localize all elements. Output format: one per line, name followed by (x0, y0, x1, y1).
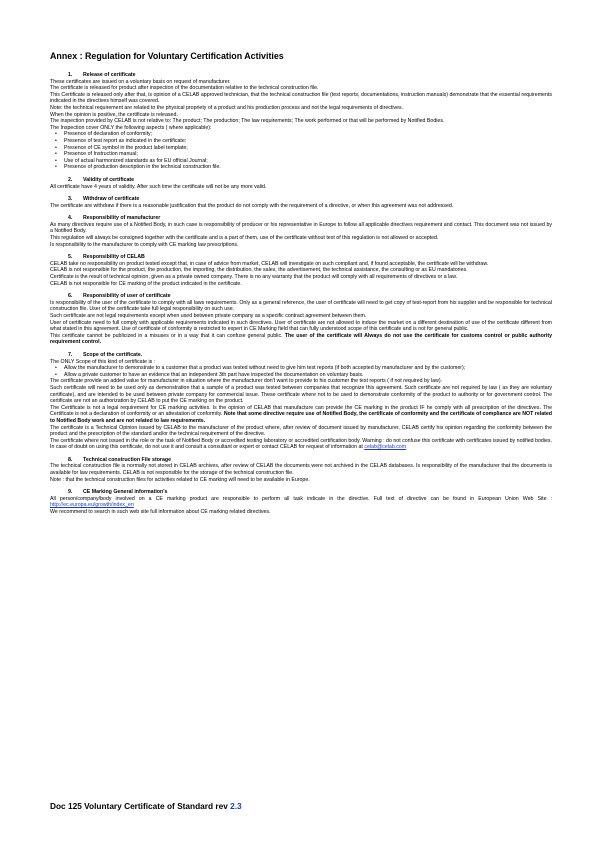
list-item: • Use of actual harmonized standards as for EU official Journal; (64, 158, 552, 165)
bold-note: Note that some directive require use of Notified Body, the certificate of conformity and the certificate of compliance are NOT related to Notified Body work and are not related to law requirements. (50, 411, 552, 424)
paragraph: User of certificate need to full comply with applicable requirements indicated in such directives. User of certificate are not allowed to induce the market on a different destination of use of the certificate different from what stated in this agreement. Use of certificate of conformity is restricted to expert in CE Marking field that can fully understood scope of this certificate and is not for general public. (50, 319, 552, 333)
section-manufacturer (50, 215, 552, 248)
section-validity (50, 177, 552, 190)
paragraph: The Certificate is not a legal requirement for CE marking activities. Is the opinion of CELAB that manufacture can provide the CE marking in the product IF he comply with all prescription of the directives. The Certificate is not a declaration of conformity or an attestation of conformity. Note that some directive require use of Notified Body, the certificate of conformity and the certificate of compliance are NOT related to Notified Body work and are not related to law requirements. (50, 404, 552, 424)
list-item: • Presence of Instruction manual; (64, 151, 552, 158)
paragraph: The certificate where not issued in the role or the task of Notified Body or accredited testing laboratory or accredited certification body. Warning : do not confuse this certificate with certificates issued by notified bodies. In case of doubt on using this certificate, do not use it and consult a consultant or expert or contact CELAB for request of information at celab@celab.com (50, 437, 552, 451)
section-heading: 4. Responsibility of manufacturer (68, 215, 161, 222)
paragraph: Note: the technical requirement are related to the physical propriety of a product and his production process and not the legal requirements of directives. (50, 104, 404, 111)
section-heading: 3. Withdraw of certificate (68, 196, 140, 203)
page-title: Annex : Regulation for Voluntary Certification Activities (50, 51, 284, 61)
paragraph: CELAB take no responsibility on product tested except that, in case of advice from market, CELAB will investigate on such compliant and, if found acceptable, the certificate will be withdraw. (50, 260, 489, 267)
paragraph: This certificate cannot be publicized in a misuses or in a way that it can confuse general public. The user of the certificate will Always do not use the certificate for customs control or public authority requirement control. (50, 332, 553, 346)
section-heading: 7. Scope of the certificate. (68, 351, 143, 358)
paragraph: The certificate are withdraw if there is a reasonable justification that the product do not comply with the requirement of a directive, or when this agreement was not addressed. (50, 202, 454, 209)
paragraph: These certificates are issued on a voluntary basis on request of manufacturer. (50, 78, 231, 85)
email-link[interactable]: celab@celab.com (364, 444, 407, 451)
section-withdraw (50, 196, 552, 209)
list-item: • Presence of declaration of conformity; (64, 131, 552, 138)
section-ce-info (50, 489, 552, 515)
paragraph: Such certificate are not legal requirements except when used between private company as a specific contract agreement between them. (50, 313, 367, 319)
list-item: • Allow a private customer to have an evidence that an independent 3th part have inspected the documentation on voluntary basis. (64, 372, 552, 379)
paragraph: Such certificate will need to be used only as demonstration that a sample of a product was tested between companies that recognize this agreement. Such certificate are not required by law ( as they are voluntary certificate), and are intended to be used between private company for commercial issue. These certificate where not to be used to demonstrate conformity of the product to authority or for government control. The certificate are not an authorization by CELAB to put the CE marking on the product. (50, 384, 552, 405)
section-heading: 2. Validity of certificate (68, 176, 135, 183)
document-footer (50, 801, 242, 811)
section-heading: 6. Responsibility of user of certificate (68, 293, 171, 300)
eu-website-link[interactable]: http://ec.europa.eu/growth/index_en (50, 502, 134, 509)
paragraph: CELAB is not responsible for CE marking of the product indicated in the certificate. (50, 280, 242, 287)
paragraph: The certificate provide an added value for manufacturer in situation where the manufacturer don't want to provide to his customer the test reports ( if not required by law). (50, 378, 443, 385)
list-item: • Presence of production description in the technical construction file. (64, 164, 552, 171)
paragraph: The Inspection cover ONLY the following aspects ( where applicable): (50, 124, 212, 131)
paragraph: All certificate have 4 years of validity. After such time the certificate will not be any more valid. (50, 183, 267, 190)
inspection-list (50, 131, 552, 171)
paragraph: All person/company/body involved on a CE marking product are responsible to perform all task indicate in the directive. Full text of directive can be found in European Union Web Site : http://ec.europa.eu/growth/index_en (50, 495, 552, 509)
paragraph: The certificate is a Technical Opinion issued by CELAB to the manufacturer of the product where, after review of document issued by manufacturer, CELAB certify his opinion regarding the conformity between the product and the prescription of the standard and/or the technical requirement of the directive. (50, 424, 552, 438)
paragraph: This regulation will always be consigned together with the certificate and is a part of them, use of the certificate without text of this regulation is not allowed or accepted. (50, 235, 439, 242)
section-heading: 1. Release of certificate (68, 72, 136, 78)
paragraph: Certificate is the result of technical opinion, given as a private owned company. There is no any warranty that the product will comply with all requirements of directives or a law. (50, 274, 458, 281)
paragraph: CELAB is not responsible for the product, the production, the importing, the distribution, the sales, the advertisement, the technical assistance, the consulting or as EU mandatories. (50, 267, 468, 274)
bold-warning: The user of the certificate will Always do not use the certificate for customs control or public authority requirement control. (50, 332, 553, 346)
paragraph: The certificate is released for product after inspection of the documentation relative to the technical construction file. (50, 85, 319, 92)
section-user (50, 293, 552, 346)
list-item: • Presence of test report as indicated in the certificate; (64, 138, 552, 145)
paragraph: Is responsibility of the user of the certificate to comply with all laws requirements. Only as a general reference, the user of certificate will need to get copy of test-report from his supplier and be responsible for technical construction file. User of the certificate take full legal responsibility on such use. (50, 299, 552, 313)
section-heading: 9. CE Marking General information's (68, 489, 168, 496)
paragraph: When the opinion is positive, the certificate is released. (50, 111, 178, 118)
paragraph: As many directives require use of a Notified Body, in such case is responsibility of producer or his representative in Europe to follow all applicable directives requirement and contact. This document was not issued by a Notified Body. (50, 221, 552, 235)
paragraph: The ONLY Scope of this kind of certificate is : (50, 358, 156, 365)
section-release (50, 72, 552, 171)
paragraph: Note : that the technical construction files for activities related to CE marking will need to be available in Europe. (50, 476, 310, 483)
scope-list (50, 365, 552, 378)
doc-reference: Doc 125 Voluntary Certificate of Standard rev (50, 801, 231, 811)
section-heading: 5. Responsibility of CELAB (68, 254, 145, 261)
revision-number: 2.3 (230, 801, 242, 811)
paragraph: The inspection provided by CELAB is not relative to: The product; The production; The law requirements; The work performed or that will be performed by Notified Bodies. (50, 118, 445, 125)
section-storage (50, 457, 552, 483)
paragraph: Is responsibility to the manufacturer to comply with CE marking law prescriptions. (50, 241, 239, 248)
list-item: • Allow the manufacturer to demonstrate to a customer that a product was tested without need to give him test reports (if both accepted by manufacturer and by the customer); (64, 365, 552, 372)
section-celab (50, 254, 552, 287)
paragraph: The technical construction file is normally not stored in CELAB archives, after review of CELAB the documents were not archived in the CELAB databases. Is responsibility of the manufacturer that the documents is available for law requirements. CELAB is not responsible for the storage of the technical construction file. (50, 463, 552, 477)
section-heading: 8. Technical construction File storage (68, 456, 172, 463)
document-body (50, 72, 552, 516)
paragraph: We recommend to search in such web site full information about CE marking related directives. (50, 509, 271, 516)
list-item: • Presence of CE symbol in the product label template; (64, 145, 552, 152)
section-scope (50, 352, 552, 451)
paragraph: This Certificate is released only after that, is opinion of a CELAB approved technician, that the technical construction file (test reports, documentations, instruction manuals) demonstrate that the essential requirements indicated in the directives himself was covered. (50, 91, 552, 105)
